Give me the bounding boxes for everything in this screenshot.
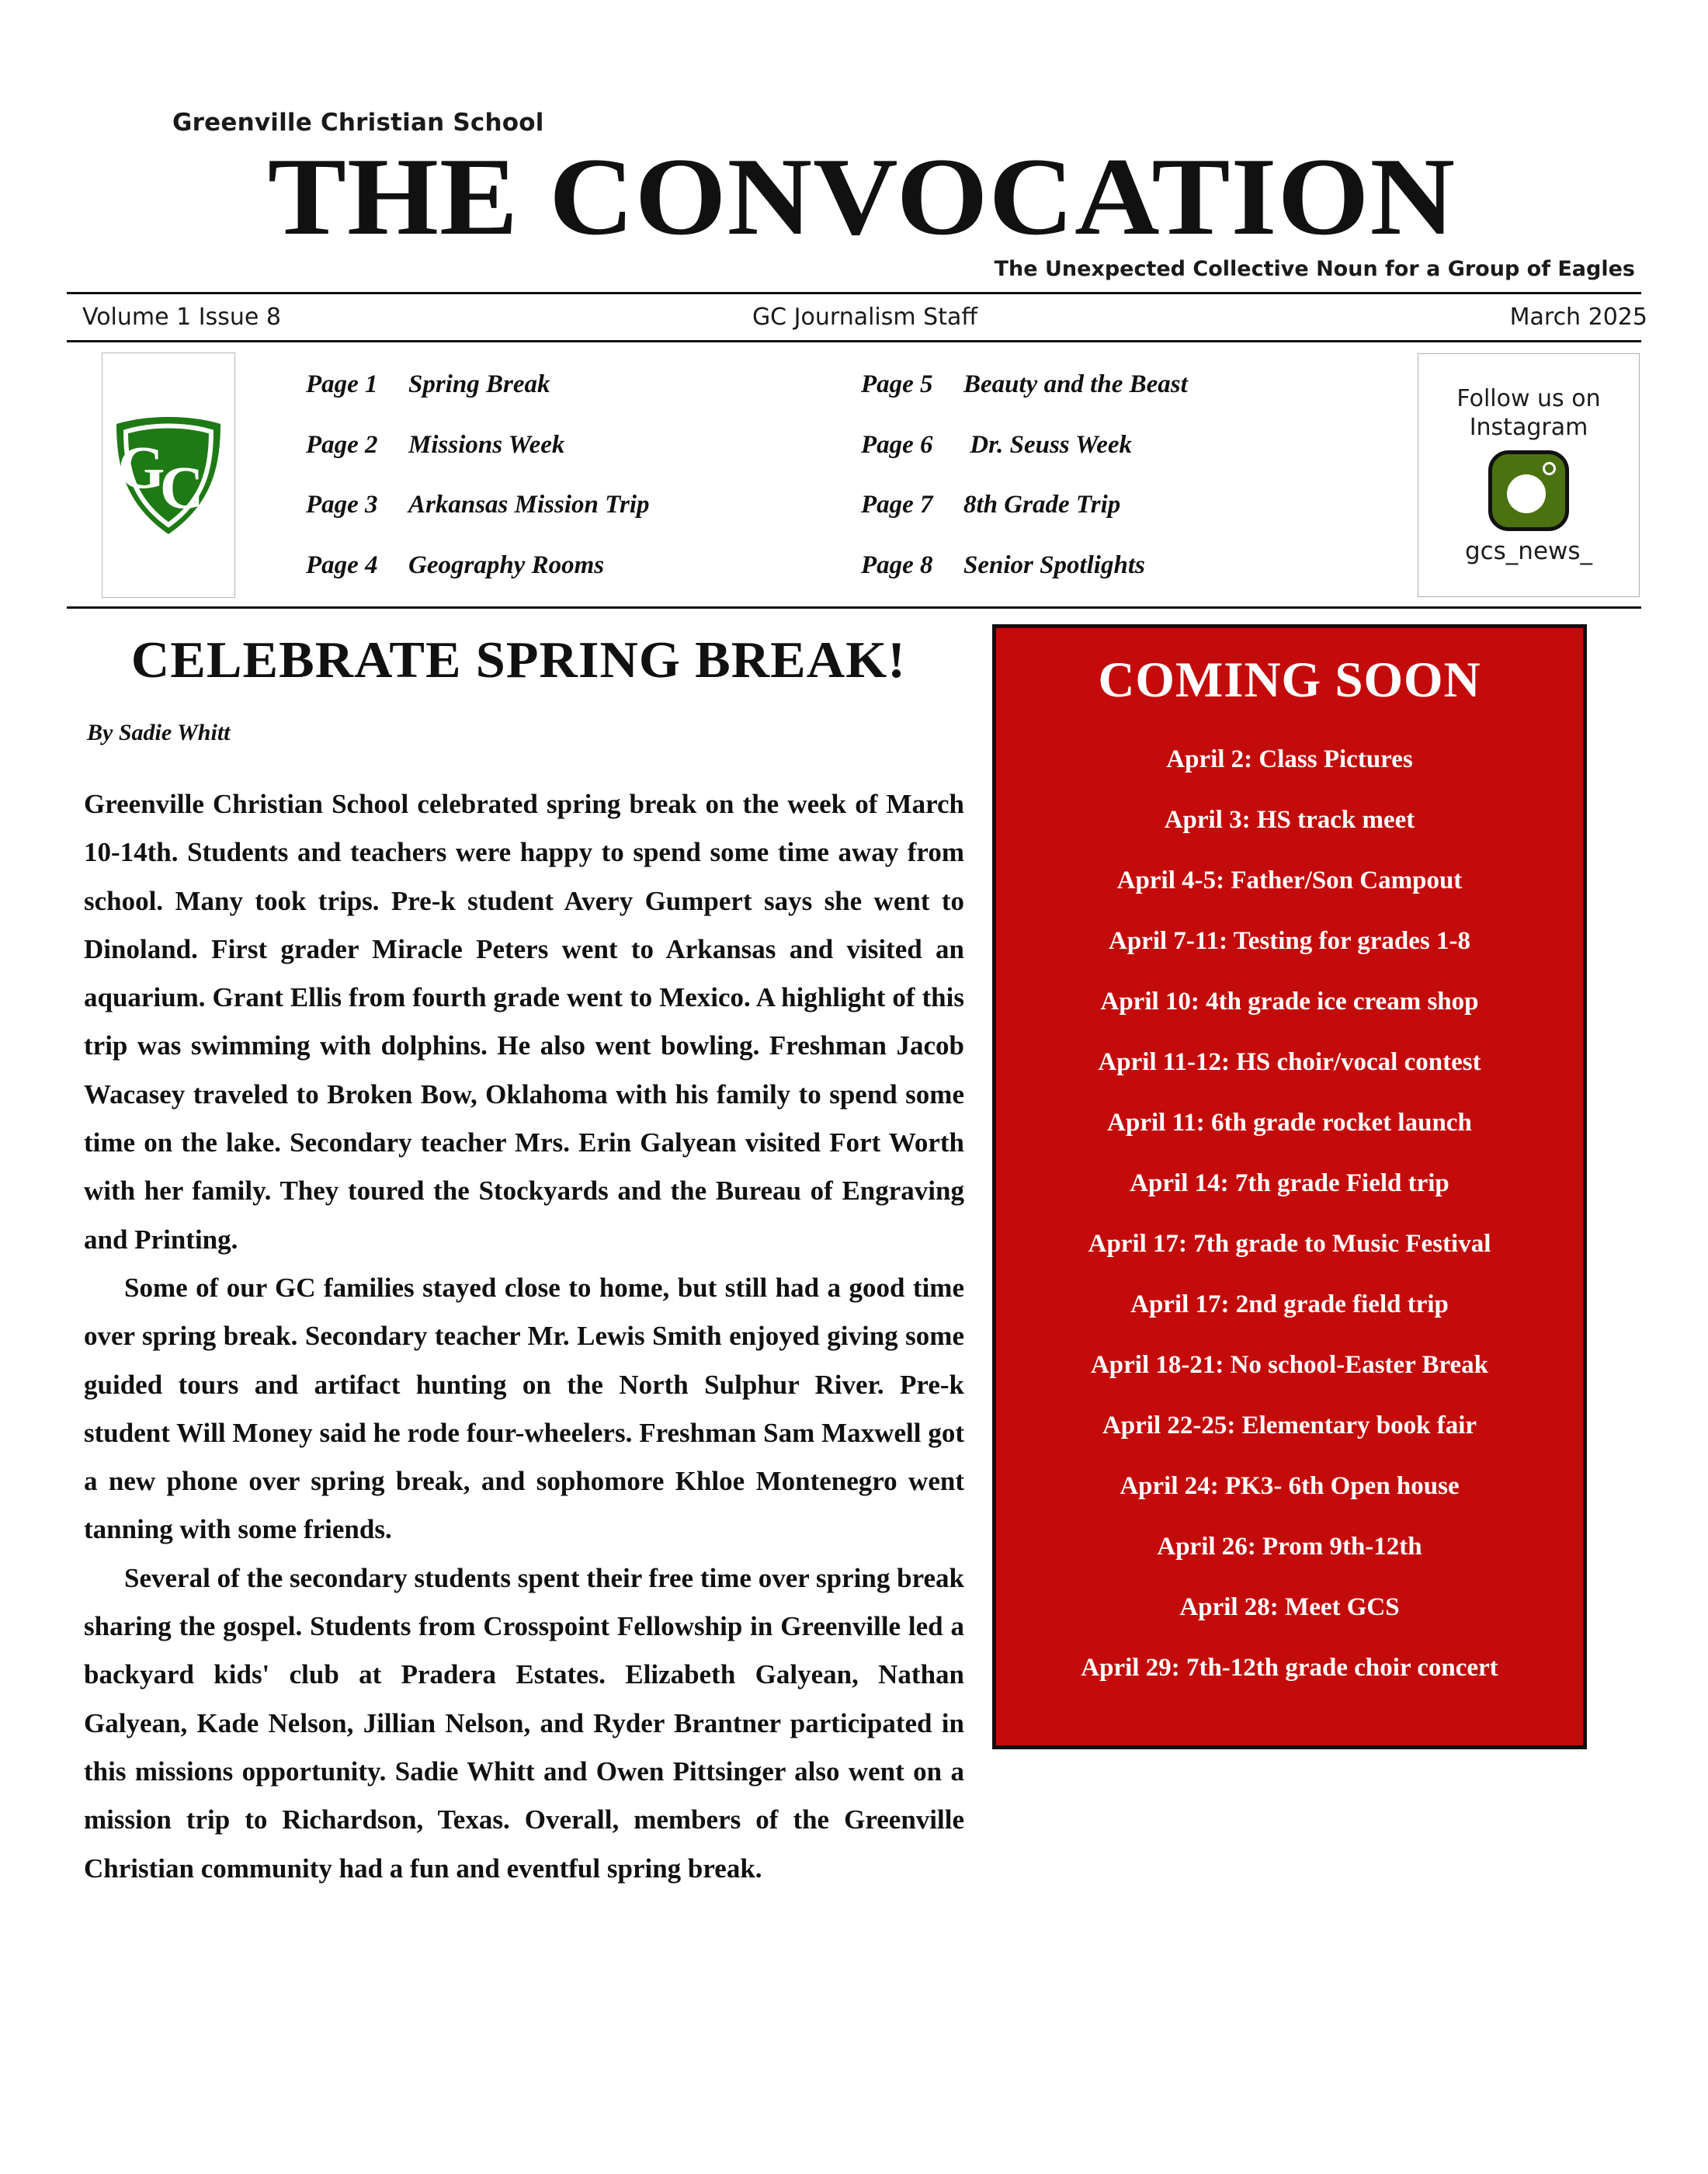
toc-title: Senior Spotlights <box>963 550 1145 579</box>
toc-page-number: Page 2 <box>306 430 378 459</box>
toc-page-number: Page 7 <box>861 491 933 519</box>
coming-soon-item: April 2: Class Pictures <box>1166 745 1413 773</box>
coming-soon-item: April 11-12: HS choir/vocal contest <box>1098 1048 1481 1076</box>
coming-soon-item: April 4-5: Father/Son Campout <box>1116 866 1463 894</box>
table-of-contents-strip <box>67 342 1641 609</box>
toc-title: Beauty and the Beast <box>963 370 1188 399</box>
article-column <box>67 623 992 1893</box>
volume-issue: Volume 1 Issue 8 <box>82 304 281 331</box>
coming-soon-title: COMING SOON <box>1098 652 1481 708</box>
paper-title: THE CONVOCATION <box>267 135 1456 258</box>
coming-soon-sidebar <box>992 624 1587 1749</box>
toc-page-number: Page 5 <box>861 370 933 399</box>
masthead <box>67 0 1641 281</box>
toc-title: Arkansas Mission Trip <box>408 491 650 519</box>
toc-page-number: Page 8 <box>861 550 933 579</box>
instagram-follow-line-1: Follow us on <box>1456 385 1601 413</box>
coming-soon-item: April 7-11: Testing for grades 1-8 <box>1109 927 1470 955</box>
volume-bar <box>67 294 1647 342</box>
svg-text:G: G <box>117 433 165 501</box>
toc-entries <box>270 347 1416 603</box>
toc-entry[interactable] <box>861 540 1416 591</box>
toc-page-number: Page 6 <box>861 430 933 459</box>
coming-soon-item: April 17: 7th grade to Music Festival <box>1088 1230 1491 1258</box>
toc-page-number: Page 4 <box>306 550 378 579</box>
instagram-follow-line-2: Instagram <box>1469 414 1588 441</box>
toc-title: Spring Break <box>408 370 550 399</box>
toc-entry[interactable] <box>306 540 861 591</box>
instagram-cell <box>1416 347 1641 603</box>
toc-entry[interactable] <box>306 480 861 530</box>
instagram-icon[interactable] <box>1488 450 1569 531</box>
article-body <box>84 780 964 1893</box>
issue-date: March 2025 <box>1509 304 1647 331</box>
svg-text:C: C <box>159 453 204 521</box>
coming-soon-item: April 17: 2nd grade field trip <box>1130 1290 1449 1318</box>
toc-page-number: Page 1 <box>306 370 378 399</box>
coming-soon-item: April 26: Prom 9th-12th <box>1157 1533 1422 1561</box>
toc-entry[interactable] <box>861 359 1416 410</box>
instagram-box[interactable] <box>1418 353 1640 597</box>
coming-soon-item: April 29: 7th-12th grade choir concert <box>1081 1654 1498 1682</box>
toc-title: Missions Week <box>408 430 565 459</box>
toc-title: Dr. Seuss Week <box>963 430 1132 459</box>
toc-entry[interactable] <box>306 420 861 471</box>
coming-soon-item: April 22-25: Elementary book fair <box>1102 1412 1477 1439</box>
tagline: The Unexpected Collective Noun for a Group of Eagles <box>994 257 1635 281</box>
coming-soon-item: April 18-21: No school-Easter Break <box>1090 1351 1489 1379</box>
article-paragraph: Greenville Christian School celebrated spring break on the week of March 10-14th. Students and teachers were happy to spend some time away from school. Many took trips. Pre-k student Avery Gumpert says she went to Dinoland. First grader Miracle Peters went to Arkansas and visited an aquarium. Grant Ellis from fourth grade went to Mexico. A highlight of this trip was swimming with dolphins. He also went bowling. Freshman Jacob Wacasey traveled to Broken Bow, Oklahoma with his family to spend some time on the lake. Secondary teacher Mrs. Erin Galyean visited Fort Worth with her family. They toured the Stockyards and the Bureau of Engraving and Printing. <box>84 789 964 1255</box>
school-name: Greenville Christian School <box>172 109 544 137</box>
article-headline: CELEBRATE SPRING BREAK! <box>130 631 907 689</box>
article-byline: By Sadie Whitt <box>87 720 231 745</box>
coming-soon-item: April 14: 7th grade Field trip <box>1130 1169 1449 1197</box>
toc-entry[interactable] <box>861 420 1416 471</box>
toc-entry[interactable] <box>861 480 1416 530</box>
gc-shield-logo-icon <box>110 413 227 537</box>
coming-soon-item: April 28: Meet GCS <box>1179 1593 1400 1621</box>
coming-soon-item: April 10: 4th grade ice cream shop <box>1100 988 1479 1016</box>
toc-entry[interactable] <box>306 359 861 410</box>
school-logo-box <box>102 352 235 598</box>
article-paragraph: Some of our GC families stayed close to home, but still had a good time over spring break. Secondary teacher Mr. Lewis Smith enjoyed giving some guided tours and artifact hunting on the North Sulphur River. Pre-k student Will Money said he rode four-wheelers. Freshman Sam Maxwell got a new phone over spring break, and sophomore Khloe Montenegro went tanning with some friends. <box>84 1272 964 1545</box>
coming-soon-item: April 24: PK3- 6th Open house <box>1120 1472 1460 1500</box>
instagram-handle: gcs_news_ <box>1464 537 1593 565</box>
instagram-flash-dot-icon <box>1543 462 1556 475</box>
staff-credit: GC Journalism Staff <box>752 304 978 331</box>
toc-title: Geography Rooms <box>408 550 605 579</box>
instagram-lens-icon <box>1507 474 1546 513</box>
toc-page-number: Page 3 <box>306 491 378 519</box>
main-content <box>67 623 1641 1893</box>
article-paragraph: Several of the secondary students spent their free time over spring break sharing the gospel. Students from Crosspoint Fellowship in Greenville led a backyard kids' club at Pradera Estates. Elizabeth Galyean, Nathan Galyean, Kade Nelson, Jillian Nelson, and Ryder Brantner participated in this missions opportunity. Sadie Whitt and Owen Pittsinger also went on a mission trip to Richardson, Texas. Overall, members of the Greenville Christian community had a fun and eventful spring break. <box>84 1562 964 1884</box>
toc-title: 8th Grade Trip <box>963 491 1121 519</box>
logo-cell <box>67 347 270 603</box>
coming-soon-item: April 11: 6th grade rocket launch <box>1107 1109 1472 1137</box>
coming-soon-item: April 3: HS track meet <box>1164 806 1415 834</box>
